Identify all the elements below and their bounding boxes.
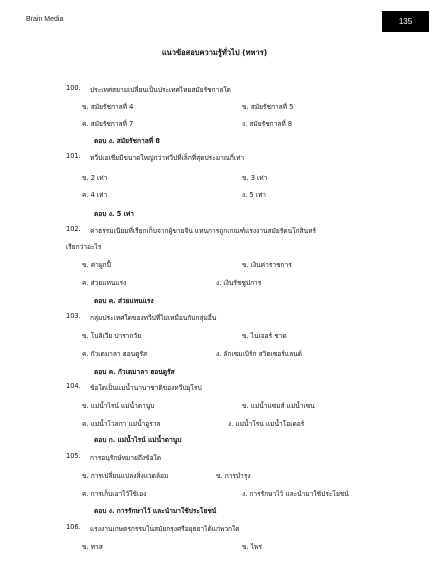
choice: ข. ไพร่ — [242, 543, 262, 551]
answer: ตอบ ง. สมัยรัชกาลที่ 8 — [94, 137, 160, 145]
question-text-continued: เรียกว่าอะไร — [66, 243, 102, 251]
answer: ตอบ ง. การรักษาไว้ และนำมาใช้ประโยชน์ — [94, 507, 217, 515]
choice: ข. แม่น้ำไรน์ แม่น้ำดานูบ — [82, 402, 155, 410]
choice: ง. สมัยรัชกาลที่ 8 — [242, 120, 293, 128]
choice: ง. แม่น้ำโรน แม่น้ำโอเดอร์ — [228, 420, 305, 428]
question-text: การอนุรักษ์หมายถึงข้อใด — [90, 454, 162, 462]
question-text: ทวีปเอเชียมีขนาดใหญ่กว่าทวีปที่เล็กที่สุดประมาณกี่เท่า — [90, 154, 245, 162]
question-text: ข้อใดเป็นแม่น้ำนานาชาติของทวีปยุโรป — [90, 384, 202, 392]
choice: ง. เงินรัชชูปการ — [216, 279, 262, 287]
question-number: 100. — [66, 84, 81, 92]
choice: ง. 5 เท่า — [242, 191, 267, 199]
question-text: ค่าธรรมเนียมที่เรียกเก็บจากผู้ขายจีน แทนการถูกเกณฑ์แรงงานสมัยรัตนโกสินทร์ — [90, 227, 317, 235]
choice: ข. สมัยรัชกาลที่ 4 — [82, 103, 134, 111]
choice: ข. ค่าผูกปี้ — [82, 261, 111, 269]
question-text: แรงงานเกษตรกรรมในสมัยกรุงศรีอยุธยาได้แก่พวกใด — [90, 525, 240, 533]
choice: ค. ส่วยแทนแรง — [82, 279, 127, 287]
page-number-badge: 135 — [382, 11, 429, 32]
choice: ข. การบำรุง — [216, 472, 251, 480]
choice: ค. แม่น้ำโวลกา แม่น้ำอูราล — [82, 420, 161, 428]
question-number: 102. — [66, 225, 81, 233]
choice: ข. สมัยรัชกาลที่ 5 — [242, 103, 294, 111]
publisher-name: Brain Media — [26, 16, 64, 23]
choice: ข. เงินค่าราชการ — [242, 261, 292, 269]
choice: ค. กัวเตมาลา ฮอนดูรัส — [82, 350, 148, 358]
choice: ค. สมัยรัชกาลที่ 7 — [82, 120, 134, 128]
choice: ข. ทาส — [82, 543, 103, 551]
question-text: ประเทศสยามเปลี่ยนเป็นประเทศไทยสมัยรัชกาลใด — [90, 86, 231, 94]
question-number: 105. — [66, 452, 81, 460]
choice: ข. การเปลี่ยนแปลงสิ่งแวดล้อม — [82, 472, 169, 480]
question-number: 104. — [66, 382, 81, 390]
page-title: แนวข้อสอบความรู้ทั่วไป (ทหาร) — [161, 48, 268, 57]
question-number: 103. — [66, 312, 81, 320]
choice: ค. การเก็บเอาไว้ใช้เอง — [82, 490, 147, 498]
choice: ง. ลักเซมเบิร์ก สวิตเซอร์แลนด์ — [216, 350, 302, 358]
question-number: 101. — [66, 152, 81, 160]
answer: ตอบ ค. กัวเตมาลา ฮอนดูรัส — [94, 368, 175, 376]
choice: ข. 3 เท่า — [242, 174, 268, 182]
choice: ค. 4 เท่า — [82, 191, 108, 199]
answer: ตอบ ก. แม่น้ำไรน์ แม่น้ำดานูบ — [94, 436, 182, 444]
choice: ข. โบลิเวีย ปารากวัย — [82, 332, 142, 340]
answer: ตอบ ค. ส่วยแทนแรง — [94, 297, 154, 305]
choice: ข. แม่น้ำแซมส์ แม่น้ำเซน — [242, 402, 315, 410]
question-text: กลุ่มประเทศใดของทวีปที่ไม่เหมือนกับกลุ่มอื่น — [90, 314, 217, 322]
answer: ตอบ ง. 5 เท่า — [94, 210, 134, 218]
choice: ง. การรักษาไว้ และนำมาใช้ประโยชน์ — [242, 490, 349, 498]
choice: ข. 2 เท่า — [82, 174, 108, 182]
choice: ข. ไนเจอร์ ชาด — [242, 332, 287, 340]
question-number: 106. — [66, 523, 81, 531]
